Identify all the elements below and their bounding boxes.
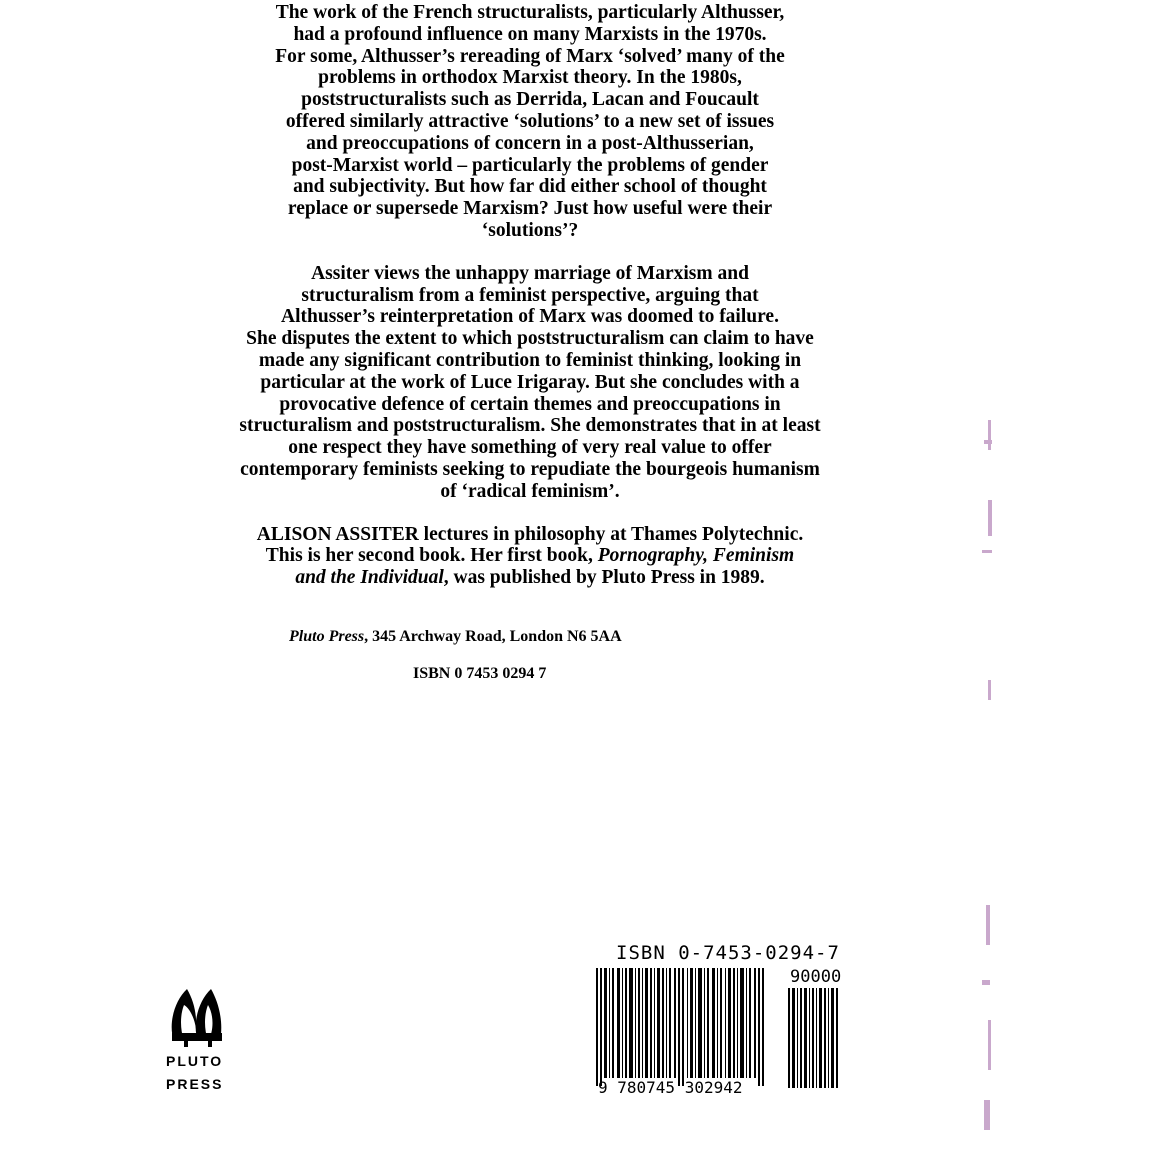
text-line: replace or supersede Marxism? Just how useful were their: [287, 198, 773, 220]
barcode-main-bars: [594, 968, 774, 1088]
text-line: and preoccupations of concern in a post-Althusserian,: [306, 132, 754, 154]
barcode-addon-bars: [786, 988, 842, 1088]
book-title: and the Individual: [295, 567, 444, 589]
publisher-address: [289, 628, 622, 646]
barcode-isbn-text: ISBN 0-7453-0294-7: [616, 942, 840, 964]
blurb-paragraph-2: [150, 263, 910, 503]
blurb-paragraph-1: [150, 2, 910, 242]
text-line: Assiter views the unhappy marriage of Marxism and: [311, 262, 749, 284]
text-line: [150, 545, 910, 567]
text-line: and subjectivity. But how far did either school of thought: [293, 176, 767, 198]
text-line: She disputes the extent to which poststructuralism can claim to have: [246, 328, 814, 350]
text-line: ‘solutions’?: [481, 219, 579, 241]
text-line: provocative defence of certain themes and preoccupations in: [279, 393, 781, 415]
text-line: made any significant contribution to feminist thinking, looking in: [258, 349, 802, 371]
text-line: [150, 567, 910, 589]
publisher-name: Pluto Press: [289, 628, 365, 645]
text-line: post-Marxist world – particularly the problems of gender: [291, 154, 769, 176]
pluto-press-logo: [166, 985, 228, 1095]
text-line: The work of the French structuralists, particularly Althusser,: [275, 2, 785, 23]
logo-text-press: PRESS: [166, 1076, 224, 1092]
barcode-digits: 9 780745 302942: [598, 1078, 743, 1097]
back-cover-blurb: [150, 2, 910, 610]
text-line: particular at the work of Luce Irigaray. But she concludes with a: [260, 371, 800, 393]
text-line: one respect they have something of very real value to offer: [288, 437, 772, 459]
text-line: structuralism and poststructuralism. She demonstrates that in at least: [239, 415, 821, 437]
book-title: Pornography, Feminism: [597, 545, 795, 567]
text-fragment: This is her second book. Her first book,: [265, 545, 598, 567]
barcode-addon-digits: 90000: [790, 967, 842, 987]
text-line: had a profound influence on many Marxists in the 1970s.: [293, 23, 767, 45]
text-line: ALISON ASSITER lectures in philosophy at Thames Polytechnic.: [256, 523, 804, 545]
text-fragment: , was published by Pluto Press in 1989.: [443, 567, 765, 589]
cover-edge-artifacts: [960, 400, 1020, 1160]
logo-text-pluto: PLUTO: [166, 1053, 224, 1069]
isbn-barcode: [594, 940, 844, 1100]
text-line: poststructuralists such as Derrida, Lacan and Foucault: [301, 89, 759, 111]
text-line: of ‘radical feminism’.: [440, 480, 620, 502]
pluto-press-logo-icon: [166, 985, 228, 1047]
text-line: For some, Althusser’s rereading of Marx ‘solved’ many of the: [275, 45, 785, 67]
text-line: contemporary feminists seeking to repudiate the bourgeois humanism: [240, 458, 820, 480]
text-line: Althusser’s reinterpretation of Marx was doomed to failure.: [281, 306, 779, 328]
isbn-text: ISBN 0 7453 0294 7: [413, 665, 547, 682]
author-bio: [150, 524, 910, 589]
text-line: offered similarly attractive ‘solutions’ to a new set of issues: [285, 110, 775, 132]
text-line: problems in orthodox Marxist theory. In the 1980s,: [318, 67, 742, 89]
text-line: structuralism from a feminist perspective, arguing that: [301, 284, 759, 306]
address-text: , 345 Archway Road, London N6 5AA: [364, 628, 622, 645]
